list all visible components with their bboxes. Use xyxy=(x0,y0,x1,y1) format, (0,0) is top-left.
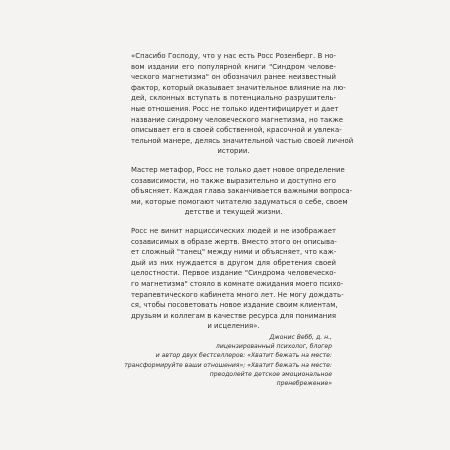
signature-line: преодолейте детское эмоциональное xyxy=(209,370,332,378)
paragraph-line: терапевтического кабинета много лет. Не могу дождать- xyxy=(131,290,344,299)
testimonial-paragraph-2 xyxy=(131,165,353,218)
paragraph-line: целостности. Первое издание "Синдрома человеческо- xyxy=(131,269,336,278)
author-signature xyxy=(92,333,332,388)
testimonial-paragraph-3 xyxy=(131,226,344,332)
paragraph-line: вом издании его популярной книги "Синдром челове- xyxy=(131,62,336,71)
paragraph-line: детстве и текущей жизни. xyxy=(184,208,283,217)
signature-line: трансформируйте ваши отношения»; «Хватит бежать на месте: xyxy=(124,361,332,369)
signature-line: лицензированный психолог, блогер xyxy=(215,343,332,351)
paragraph-line: го магнетизма" стояло в комнате ожидания моего психо- xyxy=(131,279,344,288)
paragraph-line: название синдрому человеческого магнетизма, но также xyxy=(131,115,343,124)
paragraph-line: и исцеления». xyxy=(207,322,260,331)
paragraph-line: истории. xyxy=(217,147,250,156)
paragraph-line: «Спасибо Господу, что у нас есть Росс Розенберг. В но- xyxy=(131,52,336,60)
paragraph-line: фактор, который оказывает значительное влияние на лю- xyxy=(131,83,346,92)
signature-line: Джонис Вебб, д. н., xyxy=(269,334,332,341)
paragraph-line: дый из них нуждается в другом для обретения своей xyxy=(131,258,336,267)
paragraph-line: ческого магнетизма" он обозначил ранее неизвестный xyxy=(131,73,336,82)
paragraph-line: созависимых в образе жертв. Вместо этого он описыва- xyxy=(131,237,337,246)
paragraph-line: созависимости, но также выразительно и доступно его xyxy=(131,176,336,185)
paragraph-line: друзьям и коллегам в качестве ресурса для понимания xyxy=(131,311,336,320)
signature-line: и автор двух бестселлеров: «Хватит бежать на месте: xyxy=(155,352,332,360)
testimonial-paragraph-1 xyxy=(131,51,354,157)
paragraph-line: Росс не винит нарциссических людей и не изображает xyxy=(131,227,336,235)
paragraph-line: тельной манере, делясь значительной частью своей личной xyxy=(131,136,354,145)
paragraph-line: дей, склонных вступать в потенциально разрушитель- xyxy=(131,94,336,103)
paragraph-line: Мастер метафор, Росс не только дает новое определение xyxy=(131,166,345,174)
paragraph-line: ные отношения. Росс не только идентифицирует и дает xyxy=(131,104,339,113)
paragraph-line: описывает его в своей собственной, красочной и увлека- xyxy=(131,126,342,135)
paragraph-line: ся, чтобы посоветовать новое издание своим клиентам, xyxy=(131,301,338,310)
paragraph-line: ет сложный "танец" между ними и объясняет, что каж- xyxy=(131,248,337,257)
paragraph-line: объясняет. Каждая глава заканчивается важными вопроса- xyxy=(131,187,353,196)
paragraph-line: ми, которые помогают читателю задуматься о себе, своем xyxy=(131,197,348,206)
signature-line: пренебрежение» xyxy=(276,380,332,388)
